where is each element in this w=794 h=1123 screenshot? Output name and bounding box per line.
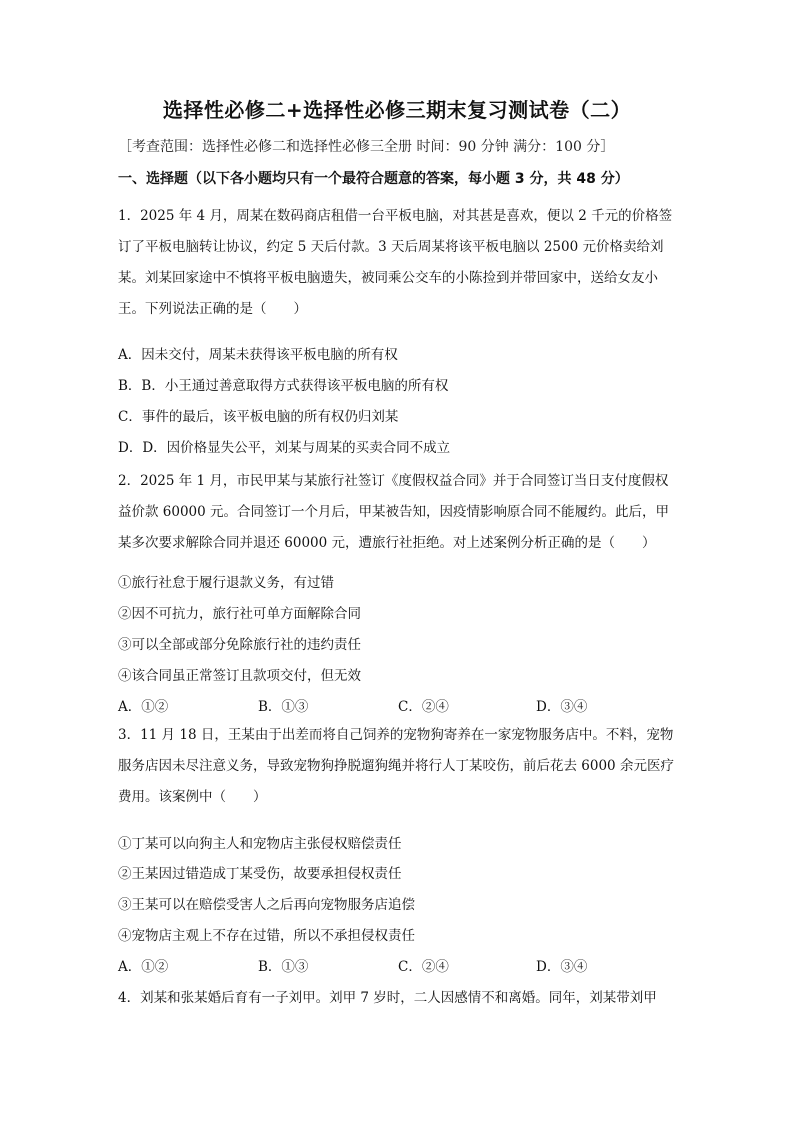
question-1-option-a: A．因未交付，周某未获得该平板电脑的所有权 [118, 347, 398, 363]
question-3-statement-3: ③王某可以在赔偿受害人之后再向宠物服务店追偿 [118, 897, 415, 913]
question-2-statement-4: ④该合同虽正常签订且款项交付，但无效 [118, 668, 361, 684]
question-3-statement-4: ④宠物店主观上不存在过错，所以不承担侵权责任 [118, 928, 415, 944]
question-3-option-b: B．①③ [258, 959, 309, 975]
question-3-option-d: D．③④ [536, 959, 588, 975]
question-1-option-c: C．事件的最后，该平板电脑的所有权仍归刘某 [118, 409, 399, 425]
question-2-statement-1: ①旅行社怠于履行退款义务，有过错 [118, 575, 334, 591]
question-4-stem: 4．刘某和张某婚后育有一子刘甲。刘甲 7 岁时，二人因感情不和离婚。同年，刘某带刘甲 [118, 990, 657, 1006]
question-2-option-d: D．③④ [536, 699, 588, 715]
question-2-option-a: A．①② [118, 699, 169, 715]
exam-scope-line: ［考查范围：选择性必修二和选择性必修三全册 时间：90 分钟 满分：100 分］ [118, 139, 615, 155]
question-3-option-a: A．①② [118, 959, 169, 975]
section-heading: 一、选择题（以下各小题均只有一个最符合题意的答案，每小题 3 分，共 48 分） [118, 171, 629, 187]
question-3-option-c: C．②④ [398, 959, 449, 975]
question-2-statement-3: ③可以全部或部分免除旅行社的违约责任 [118, 637, 361, 653]
question-2-stem: 2．2025 年 1 月，市民甲某与某旅行社签订《度假权益合同》并于合同签订当日支付度假权益价款 60000 元。合同签订一个月后，甲某被告知，因疫情影响原合同不能履约。此后，甲某多次要求解除合同并退还 60000 元，遭旅行社拒绝。对上述案例分析正确的是（ ） [118, 473, 670, 551]
question-3-statement-2: ②王某因过错造成丁某受伤，故要承担侵权责任 [118, 866, 402, 882]
question-1-option-b: B．B．小王通过善意取得方式获得该平板电脑的所有权 [118, 378, 449, 394]
question-2-option-b: B．①③ [258, 699, 309, 715]
document-title: 选择性必修二+选择性必修三期末复习测试卷（二） [162, 98, 632, 122]
question-1-stem: 1．2025 年 4 月，周某在数码商店租借一台平板电脑，对其甚是喜欢，便以 2 千元的价格签订了平板电脑转让协议，约定 5 天后付款。3 天后周某将该平板电脑以 2500 元价格卖给刘某。刘某回家途中不慎将平板电脑遗失，被同乘公交车的小陈捡到并带回家中，送给女友小王。下列说法正确的是（ ） [118, 208, 673, 317]
question-3-statement-1: ①丁某可以向狗主人和宠物店主张侵权赔偿责任 [118, 836, 402, 852]
question-2-statement-2: ②因不可抗力，旅行社可单方面解除合同 [118, 606, 361, 622]
question-1-option-d: D．D．因价格显失公平，刘某与周某的买卖合同不成立 [118, 440, 451, 456]
question-2-option-c: C．②④ [398, 699, 449, 715]
question-3-stem: 3．11 月 18 日，王某由于出差而将自己饲养的宠物狗寄养在一家宠物服务店中。不料，宠物服务店因未尽注意义务，导致宠物狗挣脱遛狗绳并将行人丁某咬伤，前后花去 6000 余元医疗费用。该案例中（ ） [118, 727, 674, 805]
